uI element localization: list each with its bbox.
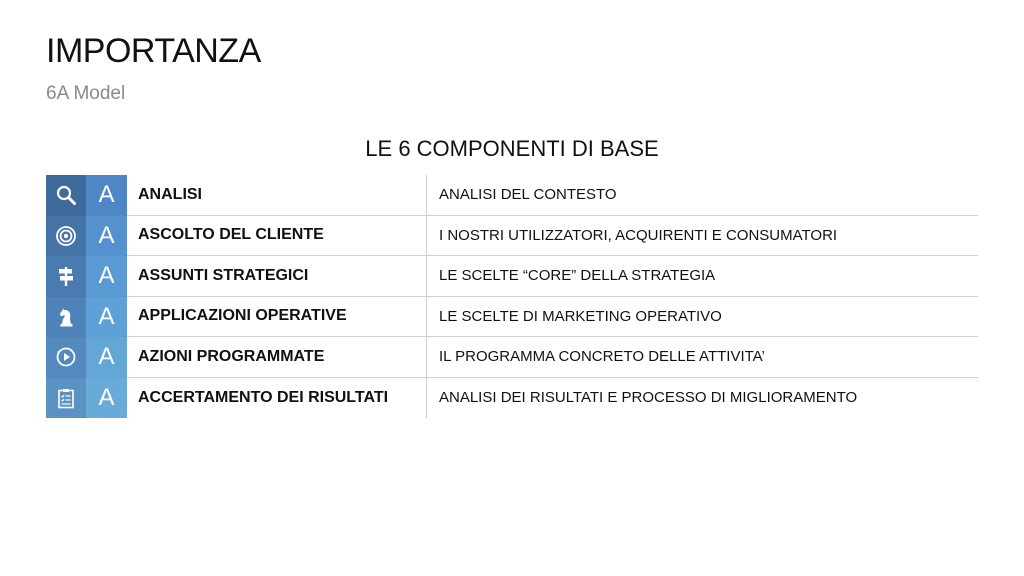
clipboard-checklist-icon — [55, 387, 77, 409]
component-name: AZIONI PROGRAMMATE — [127, 337, 427, 378]
chess-knight-icon-cell — [46, 297, 86, 338]
signpost-icon — [55, 265, 77, 287]
section-heading: LE 6 COMPONENTI DI BASE — [365, 136, 659, 161]
slide-subtitle: 6A Model — [46, 83, 126, 104]
components-table — [46, 175, 978, 418]
letter-badge: A — [86, 175, 127, 216]
play-circle-icon-cell — [46, 337, 86, 378]
table-row — [46, 256, 978, 297]
component-description: ANALISI DEL CONTESTO — [427, 175, 978, 216]
clipboard-checklist-icon-cell — [46, 378, 86, 419]
component-name: ASCOLTO DEL CLIENTE — [127, 216, 427, 257]
component-description: ANALISI DEI RISULTATI E PROCESSO DI MIGLIORAMENTO — [439, 389, 858, 407]
component-name: ACCERTAMENTO DEI RISULTATI — [127, 378, 427, 419]
table-row — [46, 216, 978, 257]
letter-badge: A — [86, 216, 127, 257]
signpost-icon-cell — [46, 256, 86, 297]
letter-badge: A — [86, 256, 127, 297]
component-description: LE SCELTE DI MARKETING OPERATIVO — [427, 297, 978, 338]
letter-badge: A — [86, 378, 127, 419]
component-name: APPLICAZIONI OPERATIVE — [127, 297, 427, 338]
component-description: I NOSTRI UTILIZZATORI, ACQUIRENTI E CONSUMATORI — [427, 216, 978, 257]
slide-title: IMPORTANZA — [46, 32, 261, 70]
component-description: LE SCELTE “CORE” DELLA STRATEGIA — [427, 256, 978, 297]
component-name: ASSUNTI STRATEGICI — [127, 256, 427, 297]
magnifier-icon — [55, 184, 77, 206]
chess-knight-icon — [55, 306, 77, 328]
target-icon-cell — [46, 216, 86, 257]
component-description: IL PROGRAMMA CONCRETO DELLE ATTIVITA’ — [427, 337, 978, 378]
letter-badge: A — [86, 337, 127, 378]
table-row — [46, 297, 978, 338]
target-icon — [55, 225, 77, 247]
play-circle-icon — [55, 346, 77, 368]
table-row — [46, 378, 978, 419]
table-row — [46, 337, 978, 378]
letter-badge: A — [86, 297, 127, 338]
table-row — [46, 175, 978, 216]
magnifier-icon-cell — [46, 175, 86, 216]
component-name: ANALISI — [127, 175, 427, 216]
